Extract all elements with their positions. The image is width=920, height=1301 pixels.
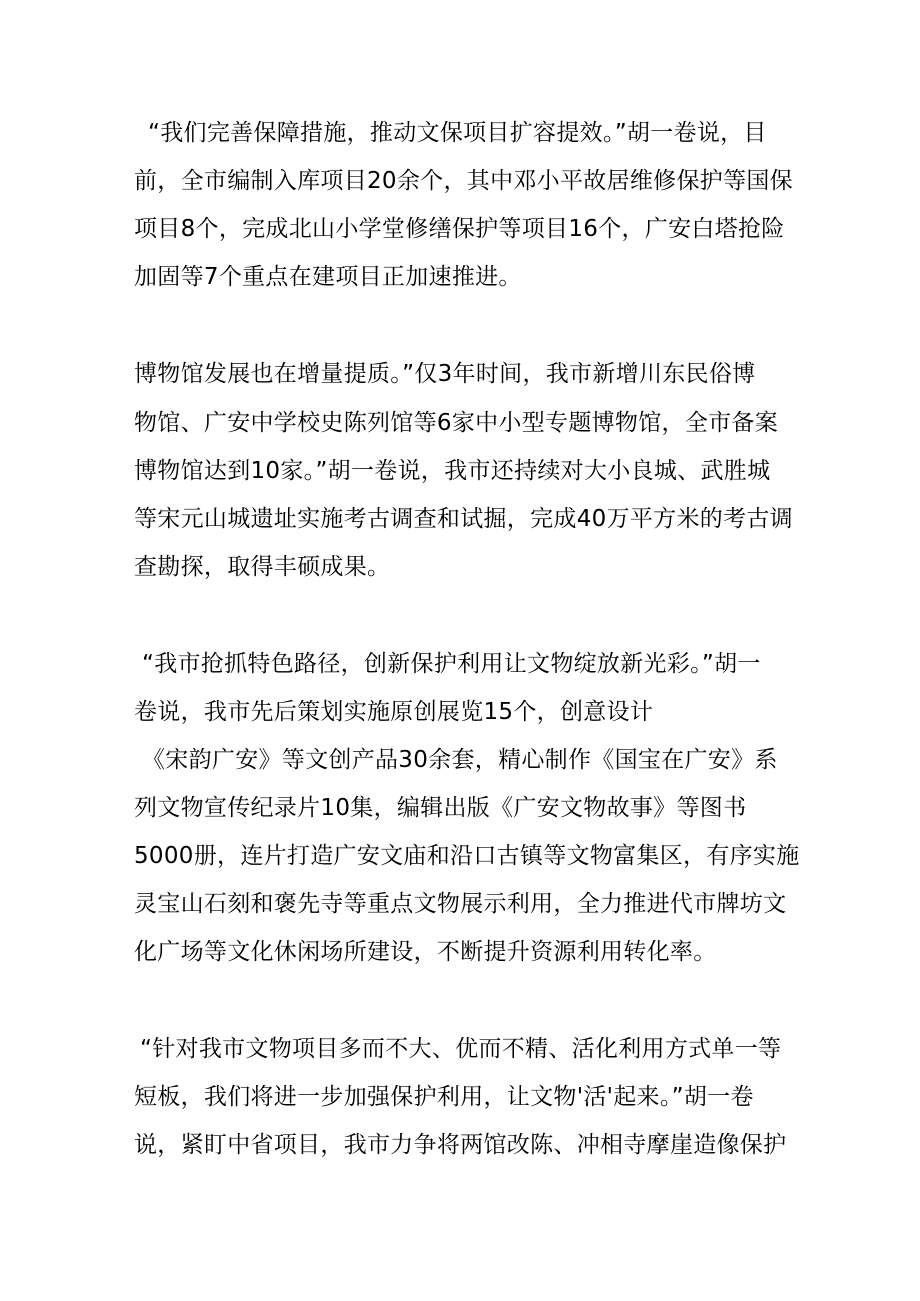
paragraph-3-line-1: “我市抢抓特色路径，创新保护利用让文物绽放新光彩。”胡一 xyxy=(142,651,761,677)
paragraph-1-line-2: 前，全市编制入库项目20余个，其中邓小平故居维修保护等国保 xyxy=(134,168,793,194)
paragraph-4-line-2: 短板，我们将进一步加强保护利用，让文物'活'起来。”胡一卷 xyxy=(134,1084,754,1110)
paragraph-3-line-6: 灵宝山石刻和褒先寺等重点文物展示利用，全力推进代市牌坊文 xyxy=(134,891,787,917)
paragraph-4-line-3: 说，紧盯中省项目，我市力争将两馆改陈、冲相寺摩崖造像保护 xyxy=(134,1132,787,1158)
paragraph-3-line-3: 《宋韵广安》等文创产品30余套，精心制作《国宝在广安》系 xyxy=(142,747,778,773)
paragraph-3-line-5: 5000册，连片打造广安文庙和沿口古镇等文物富集区，有序实施 xyxy=(134,843,800,869)
paragraph-2-line-4: 等宋元山城遗址实施考古调查和试掘，完成40万平方米的考古调 xyxy=(134,506,793,532)
paragraph-3-line-4: 列文物宣传纪录片10集，编辑出版《广安文物故事》等图书 xyxy=(134,795,747,821)
paragraph-3-line-2: 卷说，我市先后策划实施原创展览15个，创意设计 xyxy=(134,699,654,725)
paragraph-3-line-7: 化广场等文化休闲场所建设，不断提升资源利用转化率。 xyxy=(134,939,717,965)
paragraph-1-line-4: 加固等7个重点在建项目正加速推进。 xyxy=(134,264,522,290)
paragraph-1-line-1: “我们完善保障措施，推动文保项目扩容提效。”胡一卷说，目 xyxy=(148,120,767,146)
paragraph-4-line-1: “针对我市文物项目多而不大、优而不精、活化利用方式单一等 xyxy=(140,1036,782,1062)
paragraph-2-line-1: 博物馆发展也在增量提质。”仅3年时间，我市新增川东民俗博 xyxy=(134,361,756,387)
paragraph-2-line-3: 博物馆达到10家。”胡一卷说，我市还持续对大小良城、武胜城 xyxy=(134,458,771,484)
paragraph-2-line-5: 查勘探，取得丰硕成果。 xyxy=(134,554,391,580)
paragraph-2-line-2: 物馆、广安中学校史陈列馆等6家中小型专题博物馆，全市备案 xyxy=(134,410,779,436)
paragraph-1-line-3: 项目8个，完成北山小学堂修缮保护等项目16个，广安白塔抢险 xyxy=(134,216,785,242)
